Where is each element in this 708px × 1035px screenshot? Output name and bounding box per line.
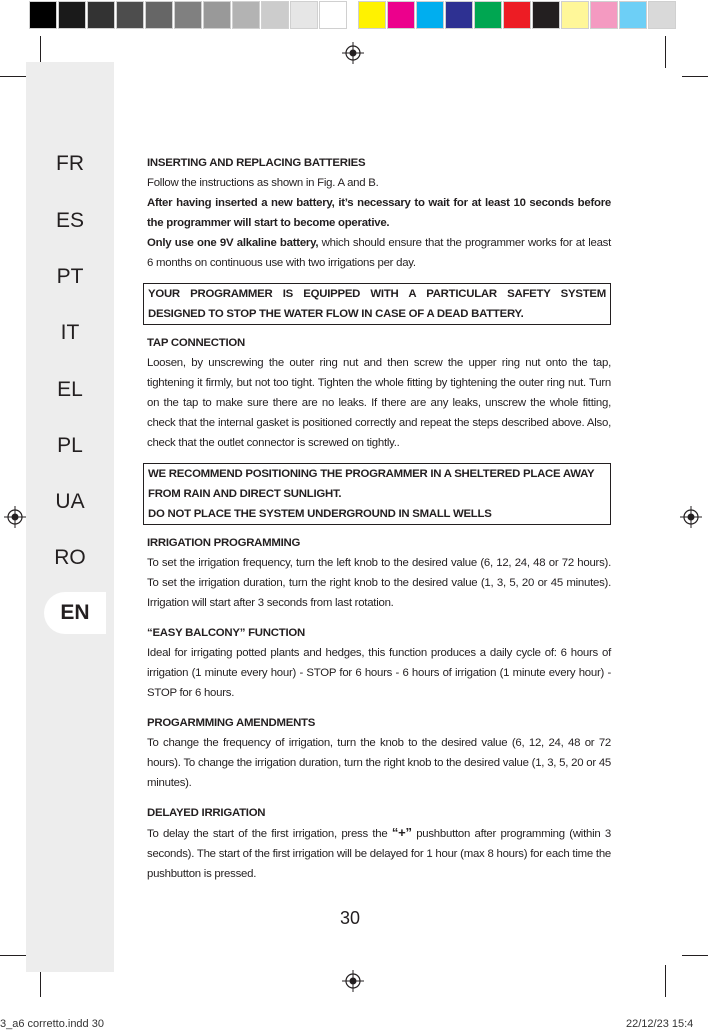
color-swatch [503, 1, 531, 29]
crop-mark [665, 965, 666, 997]
color-swatch [261, 1, 289, 29]
color-swatch [387, 1, 415, 29]
section-title-batteries: INSERTING AND REPLACING BATTERIES [147, 157, 366, 169]
page-number: 30 [340, 908, 361, 928]
section-title-tap-connection: TAP CONNECTION [147, 337, 245, 349]
batteries-instruction: Follow the instructions as shown in Fig. A and B. [147, 177, 379, 189]
color-swatch [474, 1, 502, 29]
color-swatch [58, 1, 86, 29]
crop-mark [682, 76, 708, 77]
color-swatch [445, 1, 473, 29]
color-swatch [116, 1, 144, 29]
registration-mark-icon [680, 506, 702, 528]
registration-mark-icon [4, 506, 26, 528]
color-swatch [203, 1, 231, 29]
print-timestamp: 22/12/23 15:4 [626, 1018, 694, 1030]
color-swatch [416, 1, 444, 29]
manual-content [147, 153, 611, 884]
language-tab-pt[interactable]: PT [56, 265, 84, 288]
section-title-delayed-irrigation: DELAYED IRRIGATION [147, 807, 266, 819]
registration-mark-icon [342, 970, 364, 992]
color-swatch [648, 1, 676, 29]
crop-mark [0, 76, 26, 77]
tap-connection-text: Loosen, by unscrewing the outer ring nut and then screw the upper ring nut onto the tap, tightening it firmly, but not too tight. Tighten the whole fitting by tightening the outer ring nut. Turn on the tap to make sure there are no leaks. If there are any leaks, unscrew the whole fitting, check that the internal gasket is positioned correctly and repeat the steps described above. Also, check that the outlet connector is screwed on tightly.. [147, 357, 611, 449]
positioning-notice-line1: WE RECOMMEND POSITIONING THE PROGRAMMER IN A SHELTERED PLACE AWAY FROM RAIN AND DIRECT SUNLIGHT. [148, 468, 595, 500]
battery-type-bold: Only use one 9V alkaline battery, [147, 237, 319, 249]
plus-button-label: “+” [391, 825, 412, 840]
delayed-irrigation-part1: To delay the start of the first irrigation, press the [147, 828, 392, 840]
color-swatch [561, 1, 589, 29]
color-swatch [619, 1, 647, 29]
batteries-type-note [147, 233, 611, 273]
delayed-irrigation-text [147, 823, 611, 884]
safety-notice-text: YOUR PROGRAMMER IS EQUIPPED WITH A PARTICULAR SAFETY SYSTEM DESIGNED TO STOP THE WATER FLOW IN CASE OF A DEAD BATTERY. [148, 288, 606, 320]
file-slug: 3_a6 corretto.indd 30 [0, 1018, 104, 1030]
section-title-irrigation-programming: IRRIGATION PROGRAMMING [147, 537, 301, 549]
language-tab-es[interactable]: ES [55, 209, 84, 232]
color-swatch [290, 1, 318, 29]
color-swatch [29, 1, 57, 29]
color-swatch [358, 1, 386, 29]
language-tab-it[interactable]: IT [60, 321, 80, 344]
language-sidebar [26, 62, 114, 972]
battery-type-rest: which should ensure that the programmer works for at least 6 months on continuous use with two irrigations per day. [147, 237, 612, 269]
irrigation-programming-text: To set the irrigation frequency, turn the left knob to the desired value (6, 12, 24, 48 or 72 hours). To set the irrigation duration, turn the right knob to the desired value (1, 3, 5, 20 or 45 minutes). Irrigation will start after 3 seconds from last rotation. [147, 557, 611, 609]
easy-balcony-text: Ideal for irrigating potted plants and hedges, this function produces a daily cycle of: 6 hours of irrigation (1 minute every hour) - STOP for 6 hours - 6 hours of irrigation (1 minute every hour) - STOP for 6 hours. [147, 647, 611, 699]
language-tab-pl[interactable]: PL [57, 434, 83, 457]
crop-mark [0, 955, 26, 956]
registration-mark-icon [342, 42, 364, 64]
color-swatch [232, 1, 260, 29]
color-swatch [319, 1, 347, 29]
positioning-notice-box [143, 463, 611, 525]
section-title-programming-amendments: PROGARMMING AMENDMENTS [147, 717, 316, 729]
color-calibration-bar [0, 0, 708, 30]
section-title-easy-balcony: “EASY BALCONY” FUNCTION [147, 627, 305, 639]
language-tab-fr[interactable]: FR [56, 152, 84, 175]
positioning-notice-line2: DO NOT PLACE THE SYSTEM UNDERGROUND IN SMALL WELLS [148, 508, 492, 520]
language-tab-el[interactable]: EL [57, 378, 83, 401]
language-tab-ro[interactable]: RO [54, 546, 86, 569]
language-tab-en-active[interactable]: EN [44, 592, 106, 634]
color-swatch [590, 1, 618, 29]
programming-amendments-text: To change the frequency of irrigation, turn the knob to the desired value (6, 12, 24, 48 or 72 hours). To change the irrigation duration, turn the right knob to the desired value (1, 3, 5, 20 or 45 minutes). [147, 737, 611, 789]
delayed-irrigation-part2: pushbutton after programming (within 3 seconds). The start of the first irrigation will be delayed for 1 hour (max 8 hours) for each time the pushbutton is pressed. [147, 828, 611, 880]
color-swatch [145, 1, 173, 29]
color-swatch [532, 1, 560, 29]
batteries-wait-note: After having inserted a new battery, it’s necessary to wait for at least 10 seconds before the programmer will start to become operative. [147, 197, 611, 229]
crop-mark [665, 36, 666, 68]
color-swatch [87, 1, 115, 29]
safety-notice-box [143, 283, 611, 325]
crop-mark [682, 955, 708, 956]
language-tab-ua[interactable]: UA [55, 490, 85, 513]
color-swatch [174, 1, 202, 29]
